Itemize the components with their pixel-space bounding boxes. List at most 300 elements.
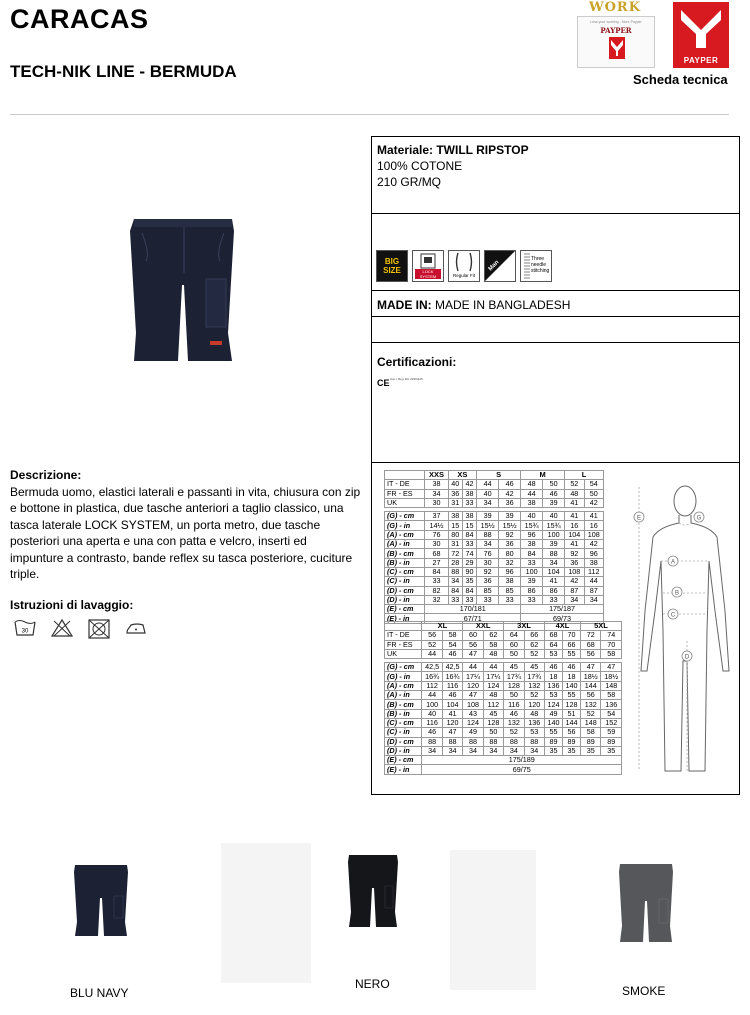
size-header-cell: S	[477, 471, 521, 480]
big-size-icon: BIG SIZE	[376, 250, 408, 282]
size-cell: 31	[448, 498, 462, 507]
size-row-label: UK	[385, 649, 422, 658]
size-cell: 28	[448, 558, 462, 567]
feature-icons-cell	[372, 214, 739, 291]
size-cell: 39	[543, 498, 565, 507]
size-cell: 100	[422, 700, 442, 709]
size-cell: 55	[544, 728, 562, 737]
size-cell: 47	[442, 728, 462, 737]
size-cell: 140	[563, 681, 581, 690]
size-row-label: (C) - cm	[385, 567, 425, 576]
size-cell: 38	[584, 558, 603, 567]
size-cell: 38	[521, 540, 543, 549]
ce-mark: CE	[377, 378, 390, 388]
size-cell: 140	[544, 718, 562, 727]
size-row-label: (G) - in	[385, 672, 422, 681]
size-cell: 144	[563, 718, 581, 727]
size-header-cell: L	[565, 471, 604, 480]
size-row-label: (E) - cm	[385, 756, 422, 765]
size-cell: 170/181	[425, 605, 521, 614]
size-cell: 41	[584, 512, 603, 521]
size-cell: 41	[442, 709, 462, 718]
size-cell: 175/189	[422, 756, 622, 765]
size-cell: 15½	[499, 521, 521, 530]
variant-nero-image[interactable]	[346, 852, 400, 928]
size-cell: 59	[601, 728, 622, 737]
size-cell: 96	[499, 567, 521, 576]
header-divider	[10, 114, 729, 115]
size-cell: 36	[499, 540, 521, 549]
size-cell: 96	[521, 530, 543, 539]
size-header-cell: XXL	[463, 622, 504, 631]
size-cell: 85	[499, 586, 521, 595]
size-cell: 44	[463, 663, 483, 672]
size-cell: 44	[477, 480, 499, 489]
variant-smoke-image[interactable]	[617, 861, 675, 943]
size-cell: 15¾	[521, 521, 543, 530]
size-cell: 84	[462, 530, 476, 539]
size-cell: 36	[499, 498, 521, 507]
size-row-label: (C) - in	[385, 728, 422, 737]
size-cell: 55	[563, 649, 581, 658]
size-cell: 49	[544, 709, 562, 718]
variant-nero-label[interactable]: NERO	[355, 977, 390, 991]
size-header-cell: M	[521, 471, 565, 480]
size-cell: 44	[422, 691, 442, 700]
size-cell: 17¼	[463, 672, 483, 681]
size-cell: 34	[442, 746, 462, 755]
size-cell: 84	[425, 567, 448, 576]
size-cell: 52	[524, 649, 544, 658]
size-cell: 48	[483, 649, 503, 658]
made-in-label: MADE IN:	[377, 298, 432, 312]
size-cell: 92	[499, 530, 521, 539]
size-cell: 45	[483, 709, 503, 718]
size-cell: 44	[521, 489, 543, 498]
size-corner-cell	[385, 622, 422, 631]
size-cell: 46	[563, 663, 581, 672]
size-row-label: (B) - in	[385, 558, 425, 567]
size-header-cell: XL	[422, 622, 463, 631]
size-cell: 132	[524, 681, 544, 690]
size-header-cell: XS	[448, 471, 476, 480]
size-cell: 76	[425, 530, 448, 539]
size-cell: 66	[524, 631, 544, 640]
size-cell: 88	[463, 737, 483, 746]
size-row-label: (C) - in	[385, 577, 425, 586]
size-cell: 47	[463, 649, 483, 658]
size-cell: 46	[499, 480, 521, 489]
size-cell: 74	[601, 631, 622, 640]
size-cell: 16¾	[422, 672, 442, 681]
size-cell: 35	[462, 577, 476, 586]
size-cell: 48	[521, 480, 543, 489]
size-cell: 112	[584, 567, 603, 576]
size-cell: 90	[462, 567, 476, 576]
size-cell: 51	[563, 709, 581, 718]
size-cell: 58	[601, 691, 622, 700]
size-cell: 38	[448, 512, 462, 521]
size-cell: 43	[463, 709, 483, 718]
diagram-label-g: G	[696, 515, 702, 522]
size-cell: 66	[563, 640, 581, 649]
size-cell: 42	[499, 489, 521, 498]
size-cell: 58	[601, 649, 622, 658]
variant-blu-navy-label[interactable]: BLU NAVY	[70, 986, 129, 1000]
size-cell: 108	[565, 567, 584, 576]
size-cell: 67/71	[425, 614, 521, 623]
size-cell: 128	[504, 681, 524, 690]
size-cell: 58	[483, 640, 503, 649]
size-cell: 33	[477, 595, 499, 604]
size-cell: 50	[584, 489, 603, 498]
size-cell: 18½	[601, 672, 622, 681]
size-cell: 45	[524, 663, 544, 672]
size-cell: 41	[565, 512, 584, 521]
size-cell: 44	[422, 649, 442, 658]
size-cell: 47	[463, 691, 483, 700]
size-cell: 88	[483, 737, 503, 746]
size-cell: 112	[483, 700, 503, 709]
size-cell: 33	[462, 595, 476, 604]
ce-mark-sub: Cat. I Reg. EU 2016/425	[390, 377, 423, 381]
material-title: Materiale: TWILL RIPSTOP	[377, 143, 529, 157]
size-row-label: IT - DE	[385, 631, 422, 640]
size-row-label: FR - ES	[385, 489, 425, 498]
work-payper-logo: WORK Less your working - More Payper PAYPER	[574, 0, 656, 70]
size-cell: 33	[543, 595, 565, 604]
size-cell: 84	[462, 586, 476, 595]
size-row-label: (A) - cm	[385, 530, 425, 539]
size-cell: 84	[448, 586, 462, 595]
size-cell: 100	[521, 567, 543, 576]
size-cell: 38	[521, 498, 543, 507]
size-cell: 53	[544, 691, 562, 700]
size-cell: 80	[448, 530, 462, 539]
size-cell: 41	[543, 577, 565, 586]
size-cell: 86	[543, 586, 565, 595]
size-cell: 37	[425, 512, 448, 521]
size-cell: 17¼	[483, 672, 503, 681]
size-row-label: (B) - cm	[385, 700, 422, 709]
size-cell: 35	[581, 746, 601, 755]
size-cell: 86	[521, 586, 543, 595]
size-row-label: (E) - in	[385, 765, 422, 774]
size-cell: 17¾	[504, 672, 524, 681]
size-cell: 116	[442, 681, 462, 690]
size-cell: 136	[601, 700, 622, 709]
diagram-label-e: E	[636, 515, 642, 522]
size-cell: 38	[425, 480, 448, 489]
size-cell: 89	[601, 737, 622, 746]
size-cell: 15	[462, 521, 476, 530]
size-cell: 34	[422, 746, 442, 755]
diagram-label-b: B	[674, 590, 680, 597]
size-cell: 56	[463, 640, 483, 649]
size-cell: 34	[477, 540, 499, 549]
size-cell: 84	[521, 549, 543, 558]
size-cell: 47	[601, 663, 622, 672]
size-cell: 16	[565, 521, 584, 530]
payper-logo: PAYPER	[673, 2, 729, 68]
size-cell: 34	[477, 498, 499, 507]
size-cell: 34	[448, 577, 462, 586]
size-cell: 36	[565, 558, 584, 567]
size-cell: 56	[581, 691, 601, 700]
size-cell: 32	[499, 558, 521, 567]
size-cell: 42	[584, 498, 603, 507]
size-cell: 60	[504, 640, 524, 649]
size-cell: 40	[448, 480, 462, 489]
size-cell: 46	[544, 663, 562, 672]
size-cell: 36	[477, 577, 499, 586]
certifications-cell	[372, 343, 739, 463]
size-cell: 104	[442, 700, 462, 709]
size-cell: 34	[425, 489, 448, 498]
size-cell: 92	[565, 549, 584, 558]
size-cell: 40	[477, 489, 499, 498]
size-cell: 45	[504, 663, 524, 672]
material-composition: 100% COTONE	[377, 159, 463, 173]
size-cell: 41	[565, 498, 584, 507]
material-weight: 210 GR/MQ	[377, 175, 442, 189]
size-cell: 27	[425, 558, 448, 567]
size-cell: 136	[544, 681, 562, 690]
diagram-label-c: C	[670, 612, 676, 619]
size-cell: 68	[544, 631, 562, 640]
size-cell: 56	[422, 631, 442, 640]
size-cell: 17¾	[524, 672, 544, 681]
size-cell: 49	[463, 728, 483, 737]
size-cell: 42	[462, 480, 476, 489]
size-cell: 33	[521, 558, 543, 567]
made-in-cell	[372, 291, 739, 317]
size-cell: 116	[504, 700, 524, 709]
size-row-label: (G) - cm	[385, 512, 425, 521]
size-cell: 15¾	[543, 521, 565, 530]
spec-panel	[371, 136, 740, 795]
three-needle-icon: Three needle stitching	[520, 250, 552, 282]
size-row-label: (G) - cm	[385, 663, 422, 672]
size-row-label: (C) - cm	[385, 718, 422, 727]
size-cell: 48	[483, 691, 503, 700]
size-cell: 46	[422, 728, 442, 737]
size-cell: 42	[584, 540, 603, 549]
size-cell: 124	[463, 718, 483, 727]
size-cell: 62	[483, 631, 503, 640]
size-header-cell: 5XL	[581, 622, 622, 631]
size-cell: 35	[563, 746, 581, 755]
size-cell: 68	[581, 640, 601, 649]
size-cell: 88	[524, 737, 544, 746]
size-row-label: (D) - in	[385, 595, 425, 604]
size-cell: 38	[499, 577, 521, 586]
size-cell: 120	[442, 718, 462, 727]
size-cell: 53	[544, 649, 562, 658]
empty-cell	[372, 317, 739, 343]
size-cell: 34	[463, 746, 483, 755]
size-row-label: (D) - in	[385, 746, 422, 755]
size-cell: 88	[543, 549, 565, 558]
size-cell: 18½	[581, 672, 601, 681]
size-cell: 128	[563, 700, 581, 709]
size-cell: 42,5	[422, 663, 442, 672]
size-cell: 44	[584, 577, 603, 586]
size-cell: 69/75	[422, 765, 622, 774]
size-cell: 36	[448, 489, 462, 498]
size-cell: 42	[565, 577, 584, 586]
size-cell: 48	[565, 489, 584, 498]
size-cell: 52	[581, 709, 601, 718]
size-cell: 41	[565, 540, 584, 549]
size-cell: 35	[544, 746, 562, 755]
size-cell: 52	[422, 640, 442, 649]
size-cell: 55	[563, 691, 581, 700]
size-cell: 46	[543, 489, 565, 498]
size-cell: 128	[483, 718, 503, 727]
size-cell: 33	[462, 498, 476, 507]
size-cell: 68	[425, 549, 448, 558]
size-row-label: IT - DE	[385, 480, 425, 489]
size-row-label: (E) - in	[385, 614, 425, 623]
size-cell: 88	[504, 737, 524, 746]
size-row-label: (B) - in	[385, 709, 422, 718]
size-cell: 30	[477, 558, 499, 567]
size-cell: 15	[448, 521, 462, 530]
body-measure-diagram	[625, 481, 735, 781]
diagram-label-d: D	[684, 654, 690, 661]
size-cell: 16¾	[442, 672, 462, 681]
size-cell: 74	[462, 549, 476, 558]
size-cell: 50	[504, 691, 524, 700]
size-cell: 33	[448, 595, 462, 604]
size-cell: 40	[422, 709, 442, 718]
variant-blu-navy-swatch	[74, 865, 128, 936]
size-cell: 33	[499, 595, 521, 604]
size-cell: 88	[442, 737, 462, 746]
size-cell: 35	[601, 746, 622, 755]
size-cell: 88	[448, 567, 462, 576]
size-cell: 56	[581, 649, 601, 658]
size-cell: 64	[544, 640, 562, 649]
size-cell: 39	[521, 577, 543, 586]
size-cell: 46	[442, 691, 462, 700]
wash-30-icon	[14, 619, 36, 637]
variant-smoke-label[interactable]: SMOKE	[622, 984, 666, 998]
size-cell: 70	[563, 631, 581, 640]
size-cell: 30	[425, 498, 448, 507]
size-cell: 33	[521, 595, 543, 604]
size-cell: 16	[584, 521, 603, 530]
size-cell: 62	[524, 640, 544, 649]
size-cell: 50	[504, 649, 524, 658]
size-cell: 132	[504, 718, 524, 727]
size-cell: 116	[422, 718, 442, 727]
size-cell: 33	[462, 540, 476, 549]
size-cell: 15½	[477, 521, 499, 530]
regular-fit-icon: Regular Fit	[448, 250, 480, 282]
scheda-tecnica-label: Scheda tecnica	[633, 72, 728, 87]
certifications-title: Certificazioni:	[377, 355, 457, 369]
size-cell: 104	[543, 567, 565, 576]
size-cell: 52	[504, 728, 524, 737]
size-cell: 52	[524, 691, 544, 700]
size-cell: 31	[448, 540, 462, 549]
size-header-cell: XXS	[425, 471, 448, 480]
size-cell: 34	[524, 746, 544, 755]
size-corner-cell	[385, 471, 425, 480]
size-cell: 33	[425, 577, 448, 586]
washing-icons	[14, 619, 147, 639]
size-cell: 54	[601, 709, 622, 718]
size-cell: 34	[565, 595, 584, 604]
size-row-label: (A) - cm	[385, 681, 422, 690]
size-cell: 152	[601, 718, 622, 727]
size-cell: 96	[584, 549, 603, 558]
size-table-1	[384, 470, 604, 624]
size-cell: 72	[581, 631, 601, 640]
lock-system-icon: LOCK SYSTEM	[412, 250, 444, 282]
size-cell: 88	[422, 737, 442, 746]
size-cell: 53	[524, 728, 544, 737]
product-title: CARACAS	[10, 4, 149, 34]
size-cell: 89	[544, 737, 562, 746]
size-cell: 29	[462, 558, 476, 567]
size-cell: 87	[584, 586, 603, 595]
size-cell: 34	[483, 746, 503, 755]
size-cell: 124	[544, 700, 562, 709]
size-header-cell: 3XL	[504, 622, 545, 631]
size-row-label: (D) - cm	[385, 737, 422, 746]
size-row-label: (E) - cm	[385, 605, 425, 614]
size-cell: 52	[565, 480, 584, 489]
size-row-label: FR - ES	[385, 640, 422, 649]
size-row-label: (B) - cm	[385, 549, 425, 558]
size-cell: 40	[521, 512, 543, 521]
variant-nero-swatch	[348, 855, 398, 927]
size-cell: 38	[462, 489, 476, 498]
size-cell: 39	[543, 540, 565, 549]
size-cell: 40	[543, 512, 565, 521]
size-cell: 112	[422, 681, 442, 690]
size-cell: 50	[483, 728, 503, 737]
size-cell: 39	[499, 512, 521, 521]
variant-3-bg	[450, 850, 536, 990]
size-table-2	[384, 621, 622, 775]
variant-blu-navy-image[interactable]	[72, 862, 130, 937]
size-cell: 34	[543, 558, 565, 567]
size-cell: 69/73	[521, 614, 604, 623]
size-cell: 120	[524, 700, 544, 709]
size-cell: 120	[463, 681, 483, 690]
size-row-label: UK	[385, 498, 425, 507]
product-line: TECH-NIK LINE - BERMUDA	[10, 62, 237, 81]
size-header-cell: 4XL	[544, 622, 580, 631]
size-cell: 32	[425, 595, 448, 604]
size-cell: 42,5	[442, 663, 462, 672]
size-cell: 58	[581, 728, 601, 737]
size-cell: 58	[442, 631, 462, 640]
variant-smoke-swatch	[619, 864, 673, 942]
size-row-label: (G) - in	[385, 521, 425, 530]
size-cell: 70	[601, 640, 622, 649]
material-cell	[372, 137, 739, 214]
size-cell: 136	[524, 718, 544, 727]
size-cell: 88	[477, 530, 499, 539]
size-cell: 64	[504, 631, 524, 640]
diagram-label-a: A	[670, 559, 676, 566]
size-cell: 34	[584, 595, 603, 604]
